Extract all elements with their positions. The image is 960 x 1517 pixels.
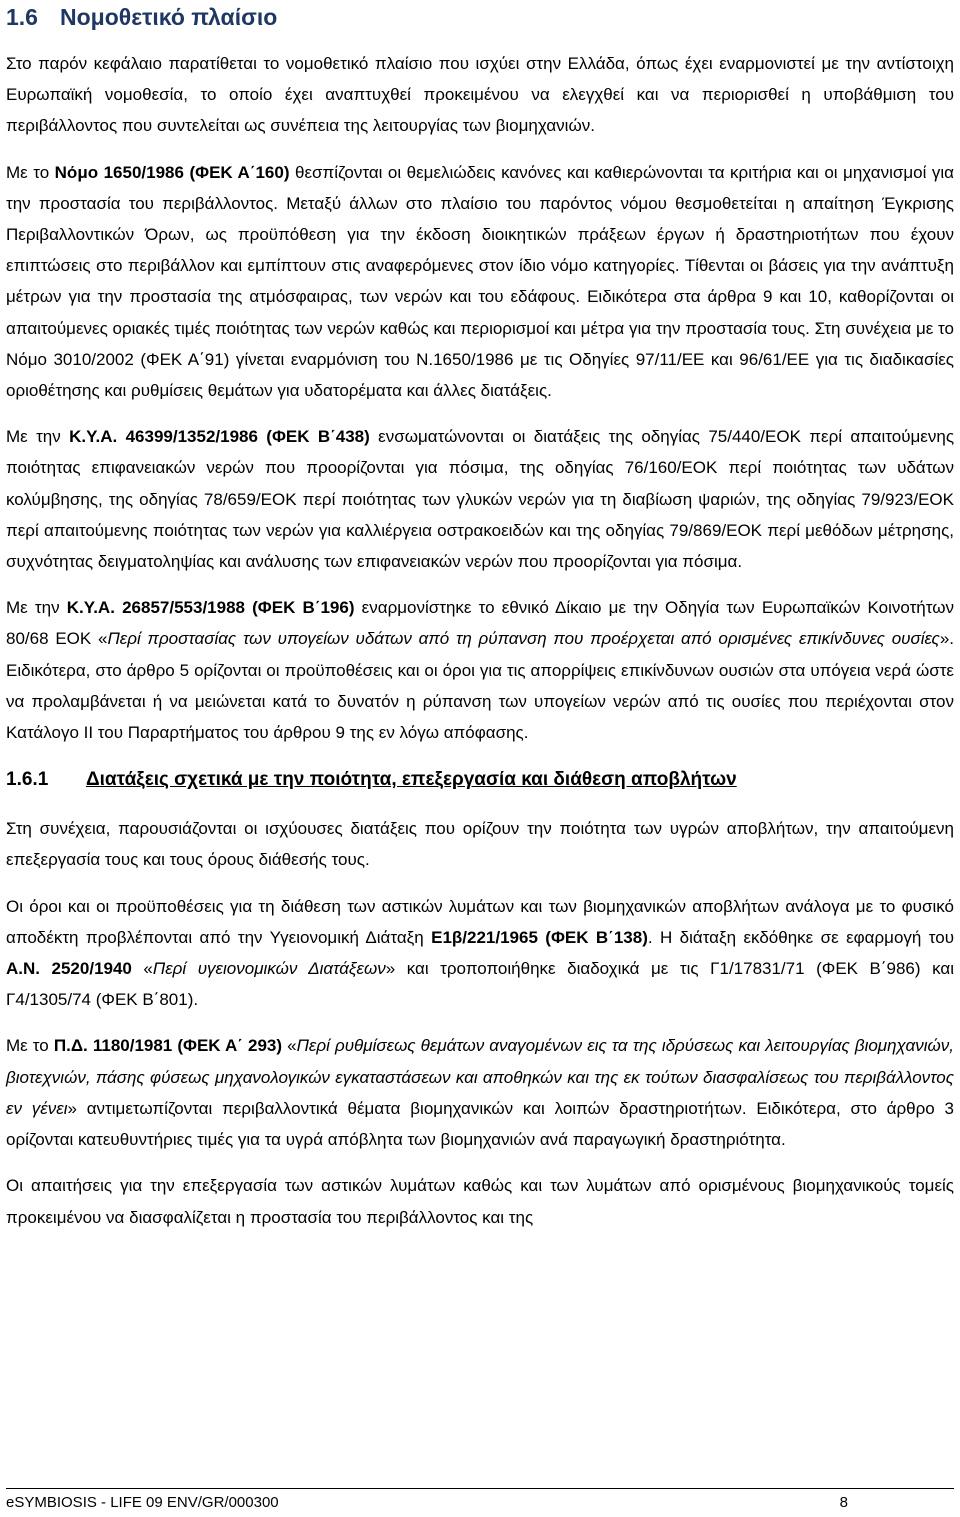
paragraph-intro-waste: Στη συνέχεια, παρουσιάζονται οι ισχύουσες διατάξεις που ορίζουν την ποιότητα των υγρών αποβλήτων, την απαιτούμενη επεξεργασία τους και τους όρους διάθεσής τους. (6, 819, 954, 870)
law-reference: Νόμο 1650/1986 (ΦΕΚ Α΄160) (54, 162, 290, 182)
section-number: 1.6 (6, 4, 38, 30)
paragraph-kya-46399: Με την Κ.Υ.Α. 46399/1352/1986 (ΦΕΚ Β΄438) ενσωματώνονται οι διατάξεις της οδηγίας 75/440/ΕΟΚ περί απαιτούμενης ποιότητας επιφανειακών νερών που προορίζονται για πόσιμα, της οδηγίας 76/160/ΕΟΚ περί ποιότητας των υδάτων κολύμβησης, της οδηγίας 78/659/ΕΟΚ περί ποιότητας των γλυκών νερών για τη διαβίωση ψαριών, της οδηγίας 79/923/ΕΟΚ περί απαιτούμενης ποιότητας των νερών για καλλιέργεια οστρακοειδών και της οδηγίας 79/869/ΕΟΚ περί μεθόδων μέτρησης, συχνότητας δειγματοληψίας και ανάλυσης των επιφανειακών νερών που προορίζονται για πόσιμα. (6, 427, 955, 572)
page-footer (6, 1488, 954, 1513)
quoted-title: Περί προστασίας των υπογείων υδάτων από τη ρύπανση που προέρχεται από ορισμένες επικίνδυνες ουσίες (107, 629, 940, 649)
law-reference: Α.Ν. 2520/1940 (6, 959, 132, 979)
law-reference: Ε1β/221/1965 (ΦΕΚ Β΄138) (431, 927, 648, 947)
paragraph-pd-1180: Με το Π.Δ. 1180/1981 (ΦΕΚ Α΄ 293) «Περί ρυθμίσεως θεμάτων αναγομένων εις τα της ιδρύσεως και λειτουργίας βιομηχανιών, βιοτεχνιών, πάσης φύσεως μηχανολογικών εγκαταστάσεων και αποθηκών και της εκ τούτων διασφαλίσεως του περιβάλλοντος εν γένει» αντιμετωπίζονται περιβαλλοντικά θέματα βιομηχανικών και λοιπών δραστηριοτήτων. Ειδικότερα, στο άρθρο 3 ορίζονται κατευθυντήριες τιμές για τα υγρά απόβλητα των βιομηχανιών ανά παραγωγική δραστηριότητα. (6, 1036, 954, 1150)
paragraph-sanitary-provision: Οι όροι και οι προϋποθέσεις για τη διάθεση των αστικών λυμάτων και των βιομηχανικών αποβλήτων ανάλογα με το φυσικό αποδέκτη προβλέπονται από την Υγειονομική Διάταξη Ε1β/221/1965 (ΦΕΚ Β΄138). Η διάταξη εκδόθηκε σε εφαρμογή του Α.Ν. 2520/1940 «Περί υγειονομικών Διατάξεων» και τροποποιήθηκε διαδοχικά με τις Γ1/17831/71 (ΦΕΚ Β΄986) και Γ4/1305/74 (ΦΕΚ Β΄801). (6, 896, 954, 1010)
paragraph-kya-26857: Με την Κ.Υ.Α. 26857/553/1988 (ΦΕΚ Β΄196) εναρμονίστηκε το εθνικό Δίκαιο με την Οδηγία των Ευρωπαϊκών Κοινοτήτων 80/68 ΕΟΚ «Περί προστασίας των υπογείων υδάτων από τη ρύπανση που προέρχεται από ορισμένες επικίνδυνες ουσίες». Ειδικότερα, στο άρθρο 5 ορίζονται οι προϋποθέσεις και οι όροι για τις απορρίψεις επικίνδυνων ουσιών στα υπόγεια νερά ώστε να προλαμβάνεται ή να μειώνεται κατά το δυνατόν η ρύπανση των υπογείων νερών από τις ουσίες που περιέχονται στον Κατάλογο ΙΙ του Παραρτήματος του άρθρου 9 της εν λόγω απόφασης. (6, 598, 955, 743)
paragraph-intro: Στο παρόν κεφάλαιο παρατίθεται το νομοθετικό πλαίσιο που ισχύει στην Ελλάδα, όπως έχει εναρμονιστεί με την αντίστοιχη Ευρωπαϊκή νομοθεσία, το οποίο έχει αναπτυχθεί προκειμένου να ελεγχθεί και να περιορισθεί η υποβάθμιση του περιβάλλοντος που συντελείται ως συνέπεια της λειτουργίας των βιομηχανιών. (6, 54, 954, 136)
page-content (6, 0, 954, 1233)
subsection-title: Διατάξεις σχετικά με την ποιότητα, επεξεργασία και διάθεση αποβλήτων (86, 769, 737, 791)
quoted-title: Περί ρυθμίσεως θεμάτων αναγομένων εις τα της ιδρύσεως και λειτουργίας βιομηχανιών, βιοτεχνιών, πάσης φύσεως μηχανολογικών εγκαταστάσεων και αποθηκών και της εκ τούτων διασφαλίσεως του περιβάλλοντος εν γένει (6, 1036, 954, 1118)
subsection-heading (6, 762, 954, 798)
law-reference: Π.Δ. 1180/1981 (ΦΕΚ Α΄ 293) (53, 1036, 283, 1056)
quoted-title: Περί υγειονομικών Διατάξεων (152, 959, 386, 979)
page-number: 8 (839, 1494, 848, 1511)
law-reference: Κ.Υ.Α. 46399/1352/1986 (ΦΕΚ Β΄438) (69, 427, 370, 447)
law-reference: Κ.Υ.Α. 26857/553/1988 (ΦΕΚ Β΄196) (66, 598, 355, 618)
footer-project: eSYMBIOSIS - LIFE 09 ENV/GR/000300 (6, 1494, 279, 1511)
paragraph-law-1650: Με το Νόμο 1650/1986 (ΦΕΚ Α΄160) θεσπίζονται οι θεμελιώδεις κανόνες και καθιερώνονται τα κριτήρια και οι μηχανισμοί για την προστασία του περιβάλλοντος. Μεταξύ άλλων στο πλαίσιο του παρόντος νόμου θεσμοθετείται η απαίτηση Έγκρισης Περιβαλλοντικών Όρων, ως προϋπόθεση για την έκδοση διοικητικών πράξεων έργων ή δραστηριοτήτων που έχουν επιπτώσεις στο περιβάλλον και εμπίπτουν στις αναφερόμενες στον ίδιο νόμο κατηγορίες. Τίθενται οι βάσεις για την ανάπτυξη μέτρων για την προστασία της ατμόσφαιρας, των νερών και του εδάφους. Ειδικότερα στα άρθρα 9 και 10, καθορίζονται οι απαιτούμενες οριακές τιμές ποιότητας των νερών καθώς και περιορισμοί και μέτρα για την προστασία τους. Στη συνέχεια με το Νόμο 3010/2002 (ΦΕΚ Α΄91) γίνεται εναρμόνιση του Ν.1650/1986 με τις Οδηγίες 97/11/ΕΕ και 96/61/ΕΕ για τις διαδικασίες οριοθέτησης και ρυθμίσεις θεμάτων για υδατορέματα και άλλες διατάξεις. (6, 162, 954, 401)
subsection-number: 1.6.1 (6, 769, 49, 791)
paragraph-urban-wastewater: Οι απαιτήσεις για την επεξεργασία των αστικών λυμάτων καθώς και των λυμάτων από ορισμένους βιομηχανικούς τομείς προκειμένου να διασφαλίζεται η προστασία του περιβάλλοντος και της (6, 1176, 954, 1227)
section-title: Νομοθετικό πλαίσιο (60, 4, 278, 30)
section-heading (6, 0, 954, 34)
